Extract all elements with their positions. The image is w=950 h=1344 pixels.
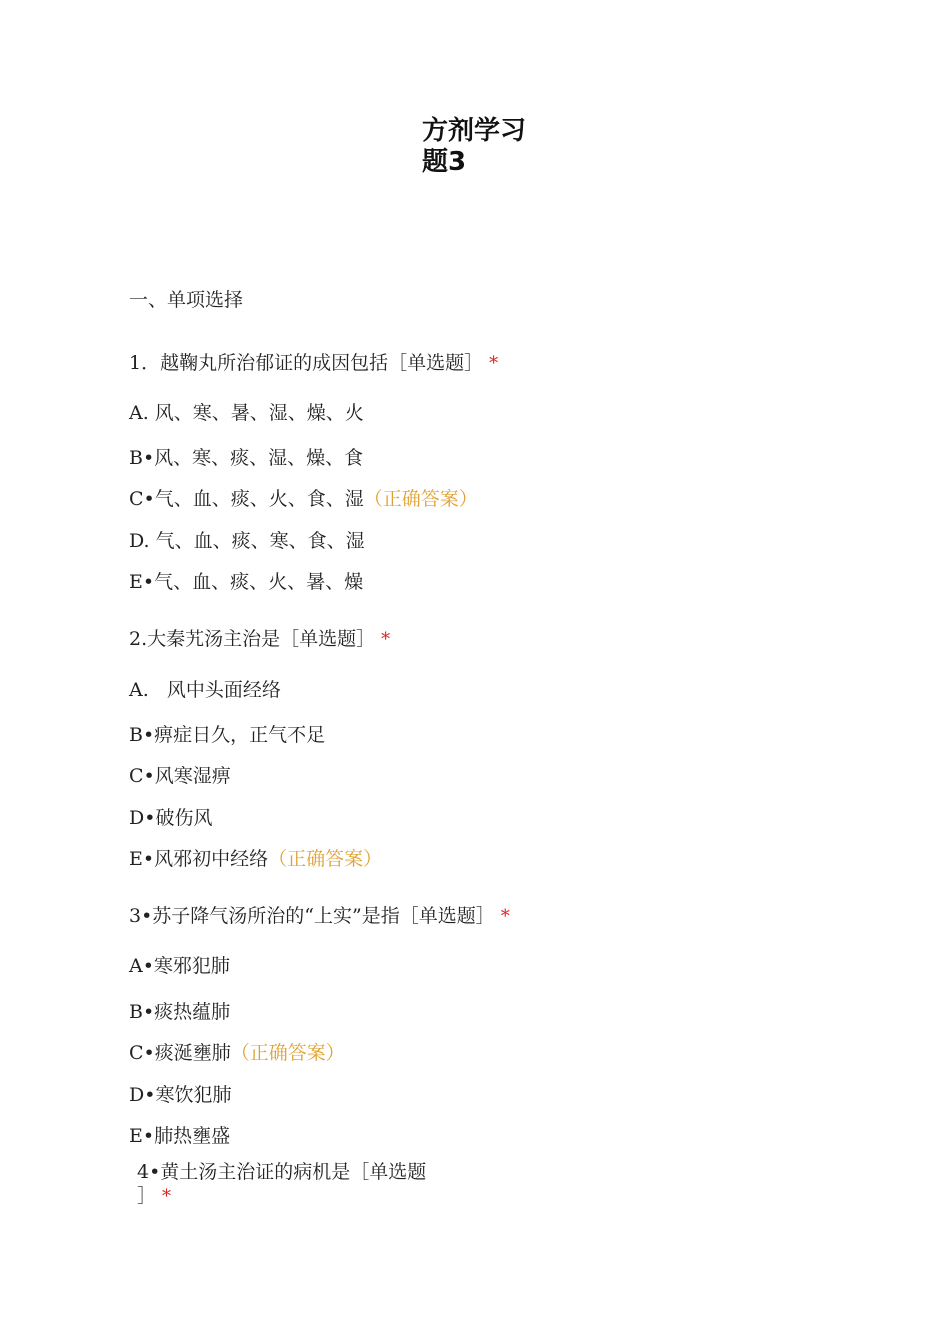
question-4 [137,1160,426,1209]
question-1-text: 1．越鞠丸所治郁证的成因包括［单选题］ [129,352,484,374]
question-4-text-line-2 [137,1184,426,1209]
required-marker: * [500,906,510,927]
question-1 [129,351,498,376]
document-title [422,116,526,178]
required-marker: * [489,353,499,374]
required-marker: * [162,1186,172,1207]
question-2-text: 2.大秦艽汤主治是［单选题］ [129,628,376,650]
option-text: C•气、血、痰、火、食、湿 [129,488,364,510]
question-3 [129,904,510,929]
question-2-option-a: A. 风中头面经络 [129,679,281,701]
question-3-option-c [129,1041,345,1065]
question-1-option-d: D. 气、血、痰、寒、食、湿 [129,530,365,552]
question-3-text: 3•苏子降气汤所治的“上实”是指［单选题］ [129,905,495,927]
question-2-option-b: B•痹症日久，正气不足 [129,724,326,746]
option-text: E•风邪初中经络 [129,848,269,870]
required-marker: * [381,629,391,650]
question-3-option-b: B•痰热蕴肺 [129,1001,231,1023]
correct-answer-marker: （正确答案） [363,488,478,510]
question-3-option-e: E•肺热壅盛 [129,1125,231,1147]
question-1-option-b: B•风、寒、痰、湿、燥、食 [129,447,364,469]
question-2-option-c: C•风寒湿痹 [129,765,231,787]
correct-answer-marker: （正确答案） [230,1042,345,1064]
question-3-option-d: D•寒饮犯肺 [129,1084,232,1106]
title-line-2: 题3 [422,147,467,177]
question-2 [129,627,390,652]
question-4-bracket: ］ [137,1185,157,1207]
question-4-text-line-1: 4•黄土汤主治证的病机是［单选题 [137,1161,427,1183]
question-2-option-e [129,847,382,871]
question-1-option-e: E•气、血、痰、火、暑、燥 [129,571,364,593]
question-1-option-c [129,487,478,511]
section-heading: 一、单项选择 [129,289,244,311]
correct-answer-marker: （正确答案） [268,848,383,870]
title-line-1: 方剂学习 [422,116,527,146]
question-1-option-a: A. 风、寒、暑、湿、燥、火 [129,402,364,424]
option-text: C•痰涎壅肺 [129,1042,231,1064]
question-3-option-a: A•寒邪犯肺 [129,955,230,977]
question-2-option-d: D•破伤风 [129,807,213,829]
